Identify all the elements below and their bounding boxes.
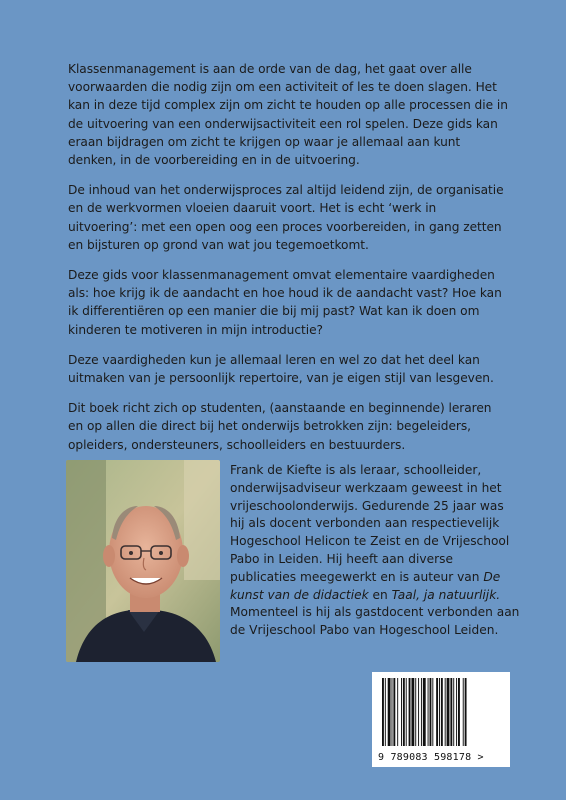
blurb-paragraph-5: Dit boek richt zich op studenten, (aanstaande en beginnende) leraren en op allen die direct bij het onderwijs betrokken zijn: begeleiders, opleiders, ondersteuners, schoolleiders en bestuurders. <box>68 401 492 452</box>
blurb-paragraph-4: Deze vaardigheden kun je allemaal leren en wel zo dat het deel kan uitmaken van je persoonlijk repertoire, van je eigen stijl van lesgeven. <box>68 352 494 386</box>
author-bio <box>230 462 520 640</box>
bio-text-1: Frank de Kiefte is als leraar, schoolleider, onderwijsadviseur werkzaam geweest in het vrijeschoolonderwijs. Gedurende 25 jaar was hij als docent verbonden aan respectievelijk Hogeschool Helicon te Zeist en de Vrijeschool Pabo in Leiden. Hij heeft aan diverse publicaties meegewerkt en is auteur van <box>230 463 510 584</box>
barcode <box>372 672 510 767</box>
blurb-paragraph-1: Klassenmanagement is aan de orde van de dag, het gaat over alle voorwaarden die nodig zijn om een activiteit of les te doen slagen. Het kan in deze tijd complex zijn om zicht te houden op alle processen die in de uitvoering van een onderwijsactiviteit een rol spelen. Deze gids kan eraan bijdragen om zicht te krijgen op waar je allemaal aan kunt denken, in de voorbereiding en in de uitvoering. <box>68 62 508 168</box>
blurb-paragraph-3: Deze gids voor klassenmanagement omvat elementaire vaardigheden als: hoe krijg ik de aandacht en hoe houd ik de aandacht vast? Hoe kan ik differentiëren op een manier die bij mij past? Wat kan ik doen om kinderen te motiveren in mijn introductie? <box>68 268 502 337</box>
bio-book-title-1: De kunst van de didactiek <box>230 569 501 602</box>
author-photo <box>66 460 220 662</box>
author-section <box>66 460 520 660</box>
bio-book-title-2: Taal, ja natuurlijk. <box>391 587 501 602</box>
bio-text-3: Momenteel is hij als gastdocent verbonden aan de Vrijeschool Pabo van Hogeschool Leiden. <box>230 605 520 638</box>
bio-text-2: en <box>368 587 392 602</box>
blurb-paragraph-2: De inhoud van het onderwijsproces zal altijd leidend zijn, de organisatie en de werkvormen vloeien daaruit voort. Het is echt ‘werk in uitvoering’: met een open oog een proces voorbereiden, in gang zetten en bijsturen op grond van wat jou tegemoetkomt. <box>68 183 504 252</box>
blurb <box>68 60 508 466</box>
barcode-bars <box>380 678 502 746</box>
isbn-number: 9 789083 598178 > <box>378 752 484 763</box>
